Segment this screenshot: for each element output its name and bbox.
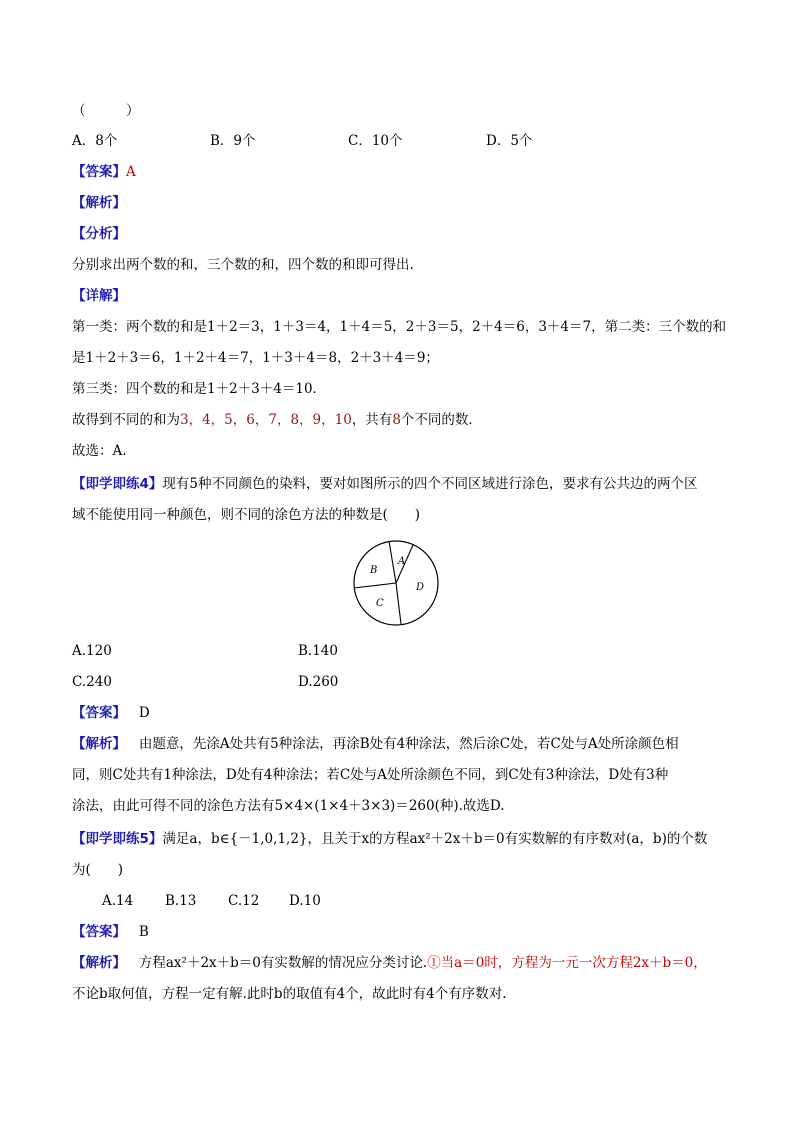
q4-answer-line: 【答案】 D xyxy=(72,705,150,721)
q5-line-1: 【即学即练5】满足a，b∈{－1,0,1,2}，且关于x的方程ax²＋2x＋b＝0有实数解的有序数对(a，b)的个数 xyxy=(72,831,708,847)
choose-line: 故选：A. xyxy=(72,443,127,459)
q5-answer-value: B xyxy=(138,924,149,940)
q4-tag: 【即学即练4】 xyxy=(72,476,163,492)
pie-region-figure xyxy=(350,538,442,628)
xiangjie-line-2: 是1＋2＋3＝6，1＋2＋4＝7，1＋3＋4＝8，2＋3＋4＝9； xyxy=(72,350,439,366)
region-label-c: C xyxy=(376,598,384,609)
q4-answer-value: D xyxy=(138,705,150,721)
fenxi-text: 分别求出两个数的和，三个数的和，四个数的和即可得出. xyxy=(72,257,414,273)
q5-jiexi-line-2: 不论b取何值，方程一定有解.此时b的取值有4个，故此时有4个有序数对. xyxy=(72,986,507,1002)
sum-count: 8 xyxy=(392,412,401,428)
q4-line-1: 【即学即练4】现有5种不同颜色的染料，要对如图所示的四个不同区域进行涂色，要求有公共边的两个区 xyxy=(72,476,698,492)
q4-jiexi-line-3: 涂法，由此可得不同的涂色方法有5×4×(1×4＋3×3)＝260(种).故选D. xyxy=(72,798,505,814)
answer-line xyxy=(72,162,136,182)
q5-option-b: B.13 xyxy=(165,893,197,909)
fenxi-tag: 【分析】 xyxy=(72,226,126,242)
option-c: C．10个 xyxy=(348,133,403,149)
q4-option-d: D.260 xyxy=(298,674,339,690)
q4-option-b: B.140 xyxy=(298,643,338,659)
q5-option-d: D.10 xyxy=(289,893,321,909)
q4-jiexi-line-1: 【解析】 由题意，先涂A处共有5种涂法，再涂B处有4种涂法，然后涂C处，若C处与A处所涂颜色相 xyxy=(72,736,679,752)
xiangjie-line-3: 第三类：四个数的和是1＋2＋3＋4＝10． xyxy=(72,381,327,397)
sum-values: 3，4，5，6，7，8，9，10 xyxy=(180,412,352,428)
region-label-d: D xyxy=(416,582,425,593)
jiexi-tag: 【解析】 xyxy=(72,195,126,211)
option-a: A．8个 xyxy=(72,133,118,149)
q5-option-a: A.14 xyxy=(102,893,134,909)
region-label-a: A xyxy=(398,556,406,567)
q5-line-2: 为( ) xyxy=(72,862,124,878)
q5-tag: 【即学即练5】 xyxy=(72,831,163,847)
q4-option-c: C.240 xyxy=(72,674,112,690)
option-d: D．5个 xyxy=(486,133,533,149)
region-label-b: B xyxy=(370,565,378,576)
xiangjie-tag: 【详解】 xyxy=(72,288,126,304)
q5-jiexi-line-1: 【解析】 方程ax²＋2x＋b＝0有实数解的情况应分类讨论.①当a＝0时，方程为一元一次方程2x＋b＝0， xyxy=(72,955,707,971)
xiangjie-line-1: 第一类：两个数的和是1＋2＝3，1＋3＝4，1＋4＝5，2＋3＝5，2＋4＝6，3＋4＝7，第二类：三个数的和 xyxy=(72,319,727,335)
xiangjie-line-4: 故得到不同的和为3，4，5，6，7，8，9，10，共有8个不同的数． xyxy=(72,412,482,428)
option-b: B．9个 xyxy=(210,133,256,149)
q4-option-a: A.120 xyxy=(72,643,112,659)
answer-tag: 【答案】 xyxy=(72,164,126,180)
q5-option-c: C.12 xyxy=(228,893,260,909)
question-paren: （ ） xyxy=(72,103,140,119)
q4-line-2: 域不能使用同一种颜色，则不同的涂色方法的种数是( ) xyxy=(72,507,421,523)
answer-value: A xyxy=(126,164,136,180)
q4-jiexi-line-2: 同，则C处共有1种涂法，D处有4种涂法；若C处与A处所涂颜色不同，到C处有3种涂法，D处有3种 xyxy=(72,767,669,783)
q5-answer-line: 【答案】 B xyxy=(72,924,149,940)
